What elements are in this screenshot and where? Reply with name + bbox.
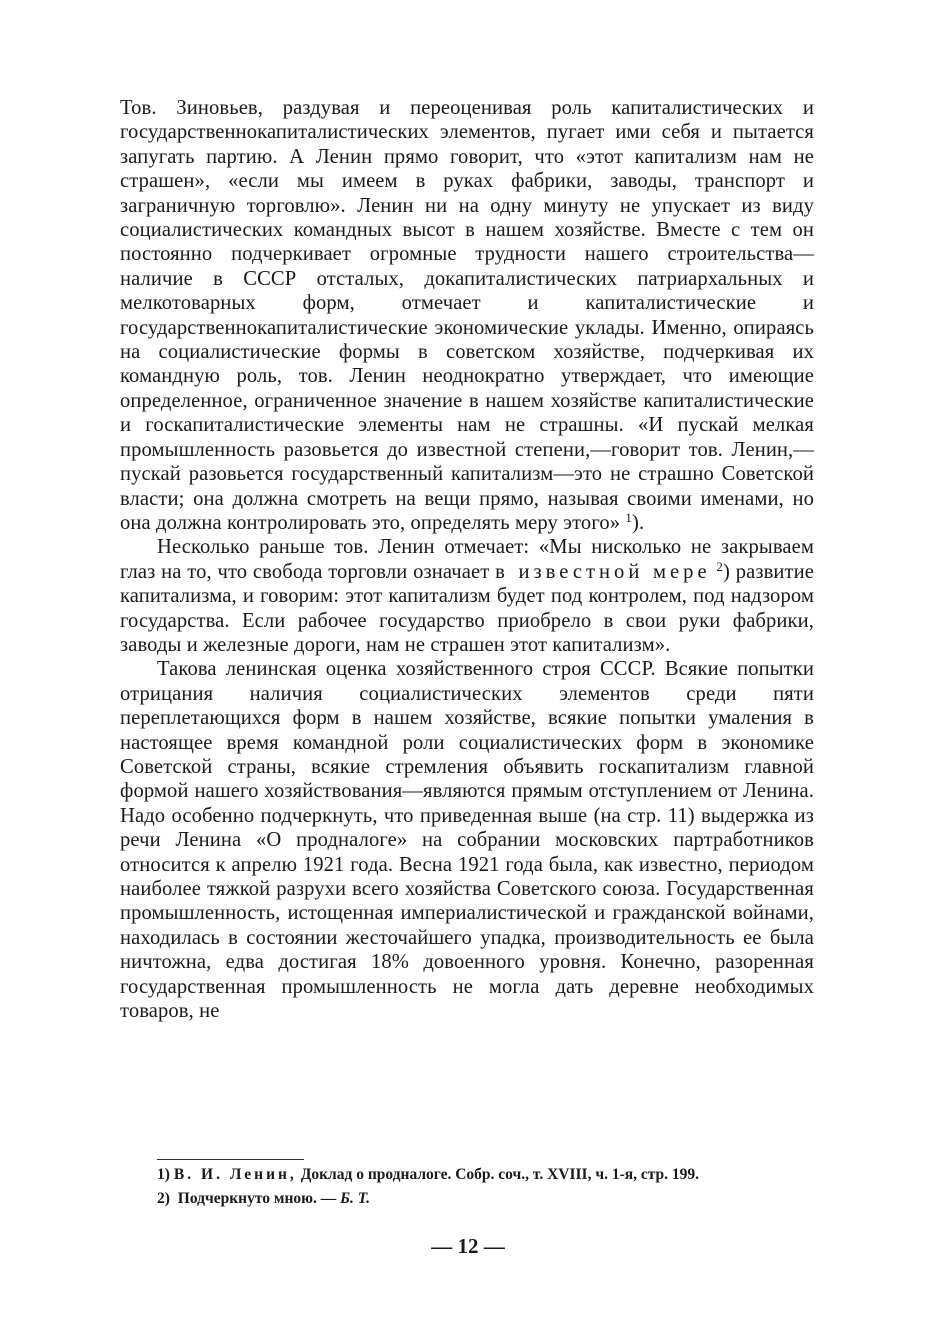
- footnote-1: [157, 1163, 817, 1187]
- footnote-1-author: В. И. Ленин,: [173, 1166, 297, 1183]
- paragraph-2-tail: ) развитие капитализма, и говорим: этот капитализм будет под контролем, под надзором государства. Если рабочее государство приобрело в свои руки фабрики, заводы и железные дороги, нам не страшен этот капитализм».: [120, 560, 815, 656]
- footnote-separator: [157, 1159, 304, 1160]
- paragraph-2: [120, 535, 814, 657]
- paragraph-3: [120, 657, 814, 1023]
- footnote-ref-1: 1: [625, 509, 633, 525]
- footnote-ref-2: 2: [716, 558, 723, 574]
- footnote-1-mark: 1): [157, 1166, 170, 1183]
- footnote-2-signature: Б. Т.: [340, 1190, 371, 1207]
- footnote-1-text: Доклад о продналоге. Собр. соч., т. XVIII, ч. 1-я, стр. 199.: [296, 1166, 700, 1183]
- paragraph-1-text: Тов. Зиновьев, раздувая и переоценивая роль капиталистических и государственнокапиталистических элементов, пугает ими себя и пытается запугать партию. А Ленин прямо говорит, что «этот капитализм нам не страшен», «если мы имеем в руках фабрики, заводы, транспорт и заграничную торговлю». Ленин ни на одну минуту не упускает из виду социалистических командных высот в нашем хозяйстве. Вместе с тем он постоянно подчеркивает огромные трудности нашего строительства—наличие в СССР отсталых, докапиталистических патриархальных и мелкотоварных форм, отмечает и капиталистические и государственнокапиталистические экономические уклады. Именно, опираясь на социалистические формы в советском хозяйстве, подчеркивая их командную роль, тов. Ленин неоднократно утверждает, что имеющие определенное, ограниченное значение в нашем хозяйстве капиталистические и госкапиталистические элементы нам не страшны. «И пускай мелкая промышленность разовьется до известной степени,—говорит тов. Ленин,—пускай разовьется государственный капитализм—это не страшно Советской власти; она должна смотреть на вещи прямо, называя своими именами, но она должна контролировать это, определять меру этого»: [120, 97, 814, 534]
- paragraph-1: [120, 96, 814, 535]
- emphasis-spaced: в известной мере: [495, 560, 711, 583]
- footnotes: [157, 1163, 817, 1211]
- paragraph-2-text: Несколько раньше тов. Ленин отмечает: «Мы нисколько не закрываем глаз на то, что свобода торговли означает: [120, 536, 814, 583]
- main-text: [120, 96, 814, 1023]
- footnote-2-text: Подчеркнуто мною. —: [173, 1190, 341, 1207]
- paragraph-3-text: Такова ленинская оценка хозяйственного строя СССР. Всякие попытки отрицания наличия социалистических элементов среди пяти переплетающихся форм в нашем хозяйстве, всякие попытки умаления в настоящее время командной роли социалистических форм в экономике Советской страны, всякие стремления объявить госкапитализм главной формой нашего хозяйствования—являются прямым отступлением от Ленина. Надо особенно подчеркнуть, что приведенная выше (на стр. 11) выдержка из речи Ленина «О продналоге» на собрании московских партработников относится к апрелю 1921 года. Весна 1921 года была, как известно, периодом наиболее тяжкой разрухи всего хозяйства Советского союза. Государственная промышленность, истощенная империалистической и гражданской войнами, находилась в состоянии жесточайшего упадка, производительность ее была ничтожна, едва достигая 18% довоенного уровня. Конечно, разоренная государственная промышленность не могла дать деревне необходимых товаров, не: [120, 658, 814, 1023]
- footnote-2-mark: 2): [157, 1190, 170, 1207]
- paragraph-1-tail: ).: [632, 511, 645, 534]
- page-number: — 12 —: [431, 1234, 505, 1258]
- footnote-2: [157, 1187, 817, 1211]
